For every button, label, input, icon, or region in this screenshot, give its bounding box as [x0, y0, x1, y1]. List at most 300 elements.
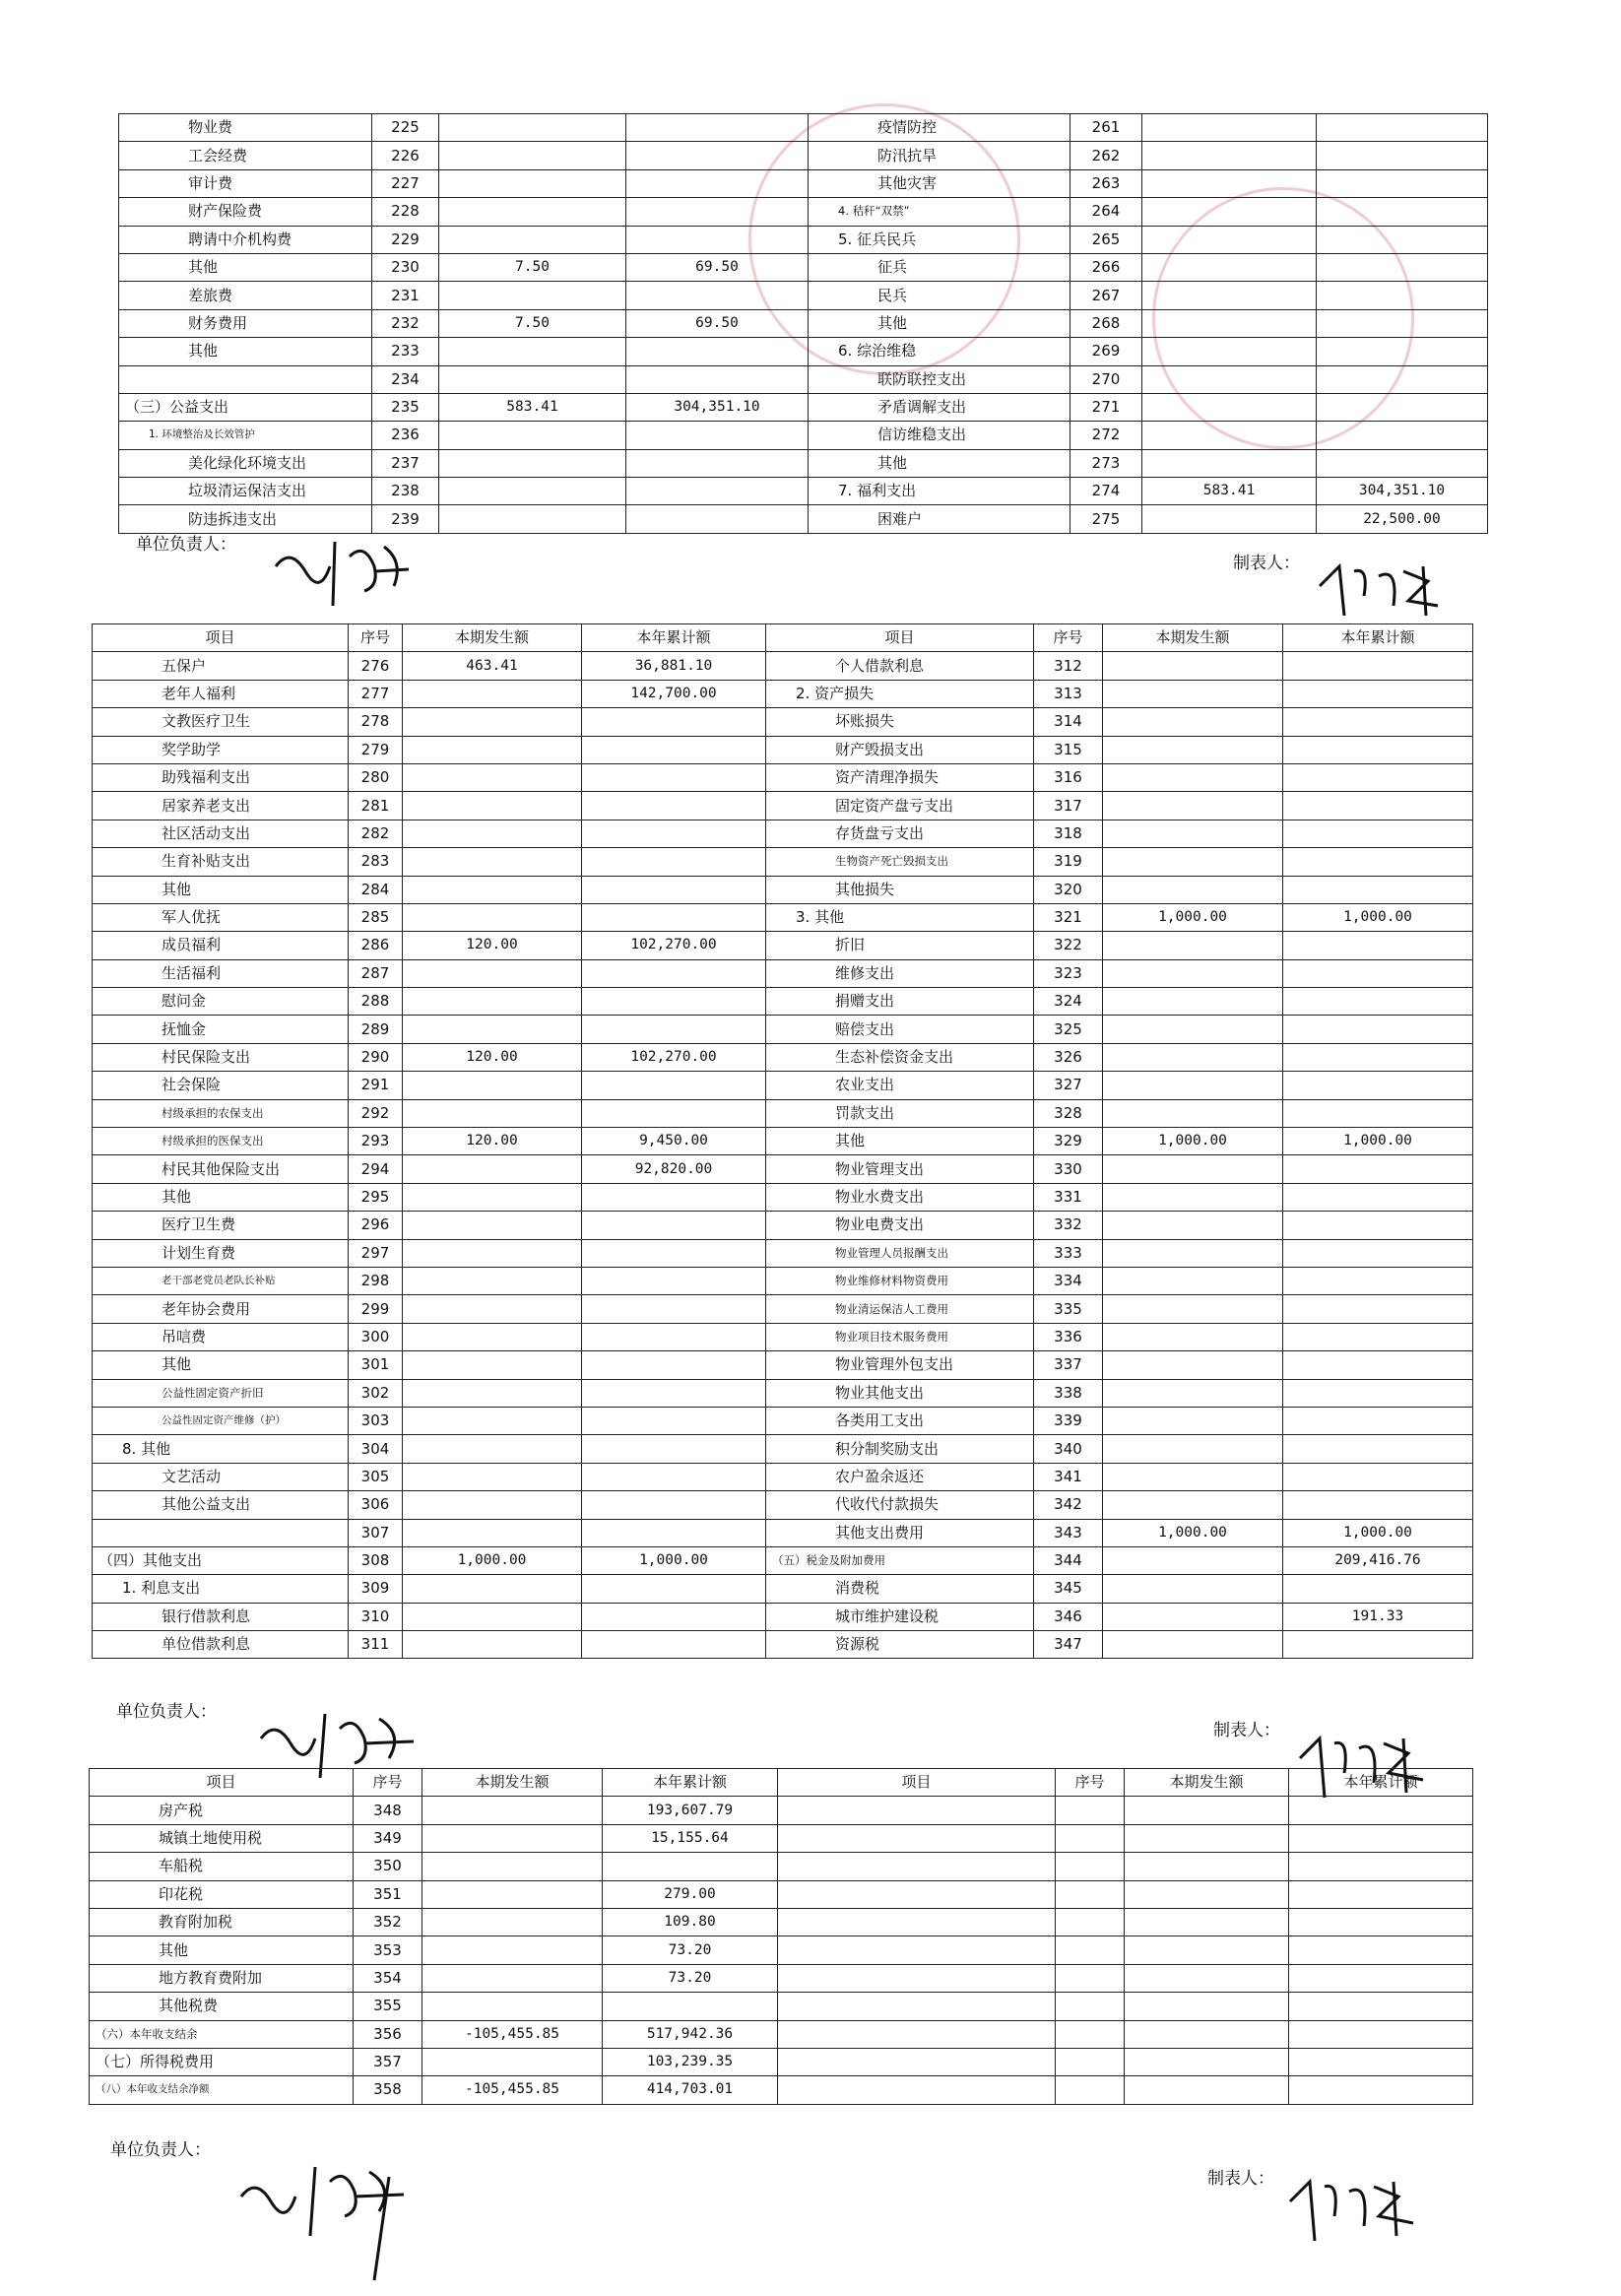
- header-row: [93, 624, 1473, 652]
- table-row: [119, 253, 1488, 281]
- table-cell: [1056, 1993, 1125, 2020]
- table-cell: 维修支出: [766, 959, 1034, 987]
- table-cell: [1283, 1072, 1473, 1099]
- table-cell: 项目: [90, 1769, 354, 1797]
- table-cell: 297: [349, 1239, 403, 1267]
- table-cell: 311: [349, 1631, 403, 1659]
- table-cell: 102,270.00: [582, 932, 766, 959]
- table-row: [90, 1880, 1473, 1908]
- table-cell: 1. 环境整治及长效管护: [119, 422, 372, 449]
- table-cell: 305: [349, 1463, 403, 1490]
- table-cell: 238: [372, 478, 439, 505]
- table-cell: 337: [1034, 1351, 1103, 1379]
- table-cell: 7.50: [439, 253, 626, 281]
- table-cell: 审计费: [119, 169, 372, 197]
- table-row: [93, 820, 1473, 847]
- table-cell: [403, 1351, 582, 1379]
- table-cell: [422, 1824, 603, 1852]
- table-row: [93, 1435, 1473, 1463]
- table-cell: 328: [1034, 1099, 1103, 1127]
- table-row: [93, 1379, 1473, 1407]
- table-cell: [626, 449, 809, 477]
- table-cell: 差旅费: [119, 282, 372, 309]
- table-cell: 存货盘亏支出: [766, 820, 1034, 847]
- table-cell: 309: [349, 1575, 403, 1603]
- table-cell: 120.00: [403, 1043, 582, 1071]
- table-cell: [1317, 226, 1488, 253]
- table-cell: [403, 1407, 582, 1434]
- table-cell: [403, 708, 582, 736]
- table-cell: 103,239.35: [603, 2048, 778, 2075]
- table-row: [119, 338, 1488, 365]
- table-cell: 73.20: [603, 1964, 778, 1992]
- table-cell: [1056, 1824, 1125, 1852]
- table-row: [93, 1575, 1473, 1603]
- table-cell: 324: [1034, 988, 1103, 1016]
- table-cell: 102,270.00: [582, 1043, 766, 1071]
- table-cell: 个人借款利息: [766, 652, 1034, 680]
- table-row: [93, 1099, 1473, 1127]
- table-cell: 序号: [1034, 624, 1103, 652]
- table-cell: [778, 1964, 1056, 1992]
- table-cell: 233: [372, 338, 439, 365]
- table-cell: [1142, 282, 1317, 309]
- table-cell: [1142, 449, 1317, 477]
- table-cell: [1283, 792, 1473, 820]
- table-cell: [1103, 680, 1283, 707]
- table-cell: [582, 763, 766, 791]
- table-cell: [403, 903, 582, 931]
- table-cell: 227: [372, 169, 439, 197]
- table-cell: [119, 365, 372, 393]
- table-cell: [1317, 449, 1488, 477]
- table-row: [90, 1936, 1473, 1964]
- table-cell: [1283, 1379, 1473, 1407]
- table-cell: 抚恤金: [93, 1016, 349, 1043]
- table-cell: 本年累计额: [1289, 1769, 1473, 1797]
- table-cell: [1283, 1491, 1473, 1519]
- table-cell: [1283, 1575, 1473, 1603]
- table-cell: 354: [354, 1964, 422, 1992]
- table-cell: 314: [1034, 708, 1103, 736]
- table-cell: [1103, 820, 1283, 847]
- table-cell: 4. 秸秆“双禁”: [809, 198, 1070, 226]
- table-cell: 物业维修材料物资费用: [766, 1267, 1034, 1294]
- table-cell: 15,155.64: [603, 1824, 778, 1852]
- expense-table-1: [118, 113, 1488, 534]
- table-body: [119, 114, 1488, 534]
- table-cell: 资产清理净损失: [766, 763, 1034, 791]
- table-cell: 235: [372, 393, 439, 421]
- table-cell: [1103, 1463, 1283, 1490]
- table-cell: [422, 1797, 603, 1824]
- table-cell: [1103, 1183, 1283, 1211]
- table-cell: 农户盈余返还: [766, 1463, 1034, 1490]
- table-cell: 335: [1034, 1295, 1103, 1323]
- table-cell: 263: [1070, 169, 1142, 197]
- table-cell: [1289, 1908, 1473, 1935]
- table-cell: [1142, 365, 1317, 393]
- table-cell: 本期发生额: [1125, 1769, 1289, 1797]
- table-cell: 270: [1070, 365, 1142, 393]
- table-row: [93, 932, 1473, 959]
- table-cell: [1317, 169, 1488, 197]
- table-cell: 本期发生额: [403, 624, 582, 652]
- table-cell: [1103, 708, 1283, 736]
- table-cell: [582, 1631, 766, 1659]
- table-cell: 8. 其他: [93, 1435, 349, 1463]
- table-cell: 281: [349, 792, 403, 820]
- table-cell: 单位借款利息: [93, 1631, 349, 1659]
- table-cell: 社会保险: [93, 1072, 349, 1099]
- table-row: [119, 169, 1488, 197]
- table-cell: [439, 282, 626, 309]
- table-cell: 生育补贴支出: [93, 848, 349, 876]
- table-cell: [1103, 1267, 1283, 1294]
- table-cell: 地方教育费附加: [90, 1964, 354, 1992]
- table-cell: [1103, 1043, 1283, 1071]
- table-cell: 其他: [93, 1183, 349, 1211]
- table-cell: [403, 736, 582, 763]
- table-cell: 其他: [119, 253, 372, 281]
- table-cell: [1056, 1853, 1125, 1880]
- table-cell: [403, 680, 582, 707]
- table-cell: 文教医疗卫生: [93, 708, 349, 736]
- table-cell: [1103, 1323, 1283, 1350]
- table-cell: [1103, 1155, 1283, 1183]
- table-cell: 银行借款利息: [93, 1603, 349, 1630]
- table-cell: [1289, 1964, 1473, 1992]
- table-cell: [1317, 253, 1488, 281]
- table-cell: 财务费用: [119, 309, 372, 337]
- table-cell: [439, 449, 626, 477]
- table-cell: [1142, 198, 1317, 226]
- table-cell: 279.00: [603, 1880, 778, 1908]
- table-cell: [439, 422, 626, 449]
- table-row: [93, 1016, 1473, 1043]
- table-cell: 9,450.00: [582, 1128, 766, 1155]
- table-cell: 304,351.10: [1317, 478, 1488, 505]
- table-cell: [582, 1323, 766, 1350]
- table-cell: 290: [349, 1043, 403, 1071]
- table-cell: 财产毁损支出: [766, 736, 1034, 763]
- table-row: [93, 1295, 1473, 1323]
- table-cell: 236: [372, 422, 439, 449]
- table-cell: 资源税: [766, 1631, 1034, 1659]
- table-cell: -105,455.85: [422, 2020, 603, 2048]
- table-cell: [626, 478, 809, 505]
- table-cell: 347: [1034, 1631, 1103, 1659]
- table-row: [119, 282, 1488, 309]
- table-cell: [582, 820, 766, 847]
- table-cell: [403, 1295, 582, 1323]
- table-cell: 338: [1034, 1379, 1103, 1407]
- unit-head-label: 单位负责人：: [136, 535, 236, 555]
- table-cell: 273: [1070, 449, 1142, 477]
- table-row: [93, 1239, 1473, 1267]
- table-cell: 348: [354, 1797, 422, 1824]
- table-cell: 323: [1034, 959, 1103, 987]
- table-cell: （八）本年收支结余净额: [90, 2076, 354, 2104]
- unit-head-label: 单位负责人：: [110, 2140, 211, 2160]
- table-cell: [403, 1519, 582, 1546]
- table-cell: [582, 903, 766, 931]
- table-row: [119, 309, 1488, 337]
- table-cell: [1283, 1267, 1473, 1294]
- table-cell: 73.20: [603, 1936, 778, 1964]
- table-cell: 306: [349, 1491, 403, 1519]
- table-cell: 本期发生额: [1103, 624, 1283, 652]
- table-cell: 项目: [778, 1769, 1056, 1797]
- table-cell: [422, 1880, 603, 1908]
- table-cell: [626, 142, 809, 169]
- table-cell: [1317, 309, 1488, 337]
- table-cell: [1056, 1880, 1125, 1908]
- table-row: [93, 1631, 1473, 1659]
- table-row: [119, 142, 1488, 169]
- table-cell: [1142, 226, 1317, 253]
- table-cell: 339: [1034, 1407, 1103, 1434]
- table-cell: 344: [1034, 1546, 1103, 1574]
- table-cell: 文艺活动: [93, 1463, 349, 1490]
- table-row: [93, 763, 1473, 791]
- table-cell: [1103, 1239, 1283, 1267]
- table-cell: [403, 1435, 582, 1463]
- table-cell: （七）所得税费用: [90, 2048, 354, 2075]
- table-cell: 296: [349, 1212, 403, 1239]
- table-cell: [1283, 1351, 1473, 1379]
- table-row: [93, 1267, 1473, 1294]
- table-cell: [1056, 2076, 1125, 2104]
- table-cell: 消费税: [766, 1575, 1034, 1603]
- table-cell: 项目: [766, 624, 1034, 652]
- table-cell: [93, 1519, 349, 1546]
- table-row: [90, 1853, 1473, 1880]
- table-cell: 225: [372, 114, 439, 142]
- table-row: [93, 1519, 1473, 1546]
- table-cell: 226: [372, 142, 439, 169]
- table-cell: 329: [1034, 1128, 1103, 1155]
- table-cell: 36,881.10: [582, 652, 766, 680]
- table-cell: 239: [372, 505, 439, 533]
- table-cell: 村级承担的医保支出: [93, 1128, 349, 1155]
- table-cell: [439, 226, 626, 253]
- table-cell: 7.50: [439, 309, 626, 337]
- table-cell: 341: [1034, 1463, 1103, 1490]
- table-cell: [1289, 1880, 1473, 1908]
- table-cell: [422, 1908, 603, 1935]
- table-row: [93, 1463, 1473, 1490]
- table-cell: 序号: [349, 624, 403, 652]
- table-cell: [1103, 1407, 1283, 1434]
- table-row: [119, 478, 1488, 505]
- table-cell: [582, 736, 766, 763]
- table-cell: 五保户: [93, 652, 349, 680]
- table-cell: [778, 1993, 1056, 2020]
- table-cell: [582, 959, 766, 987]
- table-cell: [1142, 114, 1317, 142]
- table-cell: 城市维护建设税: [766, 1603, 1034, 1630]
- table-cell: [626, 422, 809, 449]
- table-cell: 序号: [354, 1769, 422, 1797]
- table-cell: [1103, 1491, 1283, 1519]
- table-cell: 本年累计额: [1283, 624, 1473, 652]
- table-row: [90, 2020, 1473, 2048]
- table-cell: [1056, 2048, 1125, 2075]
- table-cell: 271: [1070, 393, 1142, 421]
- table-cell: [1289, 1853, 1473, 1880]
- table-cell: 社区活动支出: [93, 820, 349, 847]
- table-cell: 慰问金: [93, 988, 349, 1016]
- table-cell: [403, 1631, 582, 1659]
- table-cell: [582, 792, 766, 820]
- table-cell: [603, 1853, 778, 1880]
- table-cell: 292: [349, 1099, 403, 1127]
- table-cell: 序号: [1056, 1769, 1125, 1797]
- table-row: [119, 393, 1488, 421]
- table-cell: （三）公益支出: [119, 393, 372, 421]
- table-cell: 267: [1070, 282, 1142, 309]
- table-cell: 1,000.00: [1283, 903, 1473, 931]
- table-cell: 固定资产盘亏支出: [766, 792, 1034, 820]
- table-cell: [439, 114, 626, 142]
- table-cell: [1283, 820, 1473, 847]
- table-cell: 193,607.79: [603, 1797, 778, 1824]
- table-cell: 319: [1034, 848, 1103, 876]
- table-row: [93, 903, 1473, 931]
- table-cell: 350: [354, 1853, 422, 1880]
- table-cell: 300: [349, 1323, 403, 1350]
- table-cell: 美化绿化环境支出: [119, 449, 372, 477]
- table-cell: 防汛抗旱: [809, 142, 1070, 169]
- table-cell: 230: [372, 253, 439, 281]
- table-cell: [582, 848, 766, 876]
- table-cell: 其他损失: [766, 876, 1034, 903]
- table-cell: 居家养老支出: [93, 792, 349, 820]
- table-row: [93, 1603, 1473, 1630]
- table-cell: [1283, 1435, 1473, 1463]
- table-cell: [403, 763, 582, 791]
- table-cell: [582, 1239, 766, 1267]
- table-row: [90, 2048, 1473, 2075]
- table-row: [93, 1155, 1473, 1183]
- table-cell: [626, 505, 809, 533]
- table-cell: [582, 988, 766, 1016]
- preparer-label: 制表人：: [1207, 2169, 1274, 2189]
- table-cell: 231: [372, 282, 439, 309]
- table-cell: [1103, 1546, 1283, 1574]
- table-cell: 其他: [93, 876, 349, 903]
- table-cell: [1283, 1239, 1473, 1267]
- table-cell: [1103, 1016, 1283, 1043]
- table-cell: 266: [1070, 253, 1142, 281]
- table-cell: 284: [349, 876, 403, 903]
- table-cell: [403, 848, 582, 876]
- table-cell: [1103, 652, 1283, 680]
- table-cell: 312: [1034, 652, 1103, 680]
- table-cell: [1283, 932, 1473, 959]
- table-cell: [582, 1016, 766, 1043]
- table-cell: [778, 2048, 1056, 2075]
- table-cell: [1056, 1964, 1125, 1992]
- table-cell: 22,500.00: [1317, 505, 1488, 533]
- table-cell: [1125, 1964, 1289, 1992]
- table-cell: 医疗卫生费: [93, 1212, 349, 1239]
- table-cell: [582, 1491, 766, 1519]
- table-cell: [603, 1993, 778, 2020]
- table-row: [93, 680, 1473, 707]
- table-cell: [1103, 1351, 1283, 1379]
- table-cell: [1283, 848, 1473, 876]
- table-row: [93, 1407, 1473, 1434]
- table-cell: 414,703.01: [603, 2076, 778, 2104]
- table-cell: [439, 142, 626, 169]
- table-cell: 物业电费支出: [766, 1212, 1034, 1239]
- table-cell: [778, 1936, 1056, 1964]
- table-cell: [582, 1267, 766, 1294]
- table-cell: 294: [349, 1155, 403, 1183]
- table-cell: [1317, 114, 1488, 142]
- table-cell: [1125, 1880, 1289, 1908]
- table-cell: （六）本年收支结余: [90, 2020, 354, 2048]
- table-cell: 349: [354, 1824, 422, 1852]
- table-cell: [1142, 338, 1317, 365]
- table-cell: [778, 1880, 1056, 1908]
- table-cell: 261: [1070, 114, 1142, 142]
- table-cell: [626, 365, 809, 393]
- table-cell: 334: [1034, 1267, 1103, 1294]
- table-row: [93, 1072, 1473, 1099]
- table-cell: 本期发生额: [422, 1769, 603, 1797]
- table-cell: [582, 1212, 766, 1239]
- table-cell: [1317, 198, 1488, 226]
- table-cell: 120.00: [403, 1128, 582, 1155]
- table-cell: 罚款支出: [766, 1099, 1034, 1127]
- table-cell: 聘请中介机构费: [119, 226, 372, 253]
- table-cell: 327: [1034, 1072, 1103, 1099]
- table-cell: [582, 1407, 766, 1434]
- table-row: [119, 422, 1488, 449]
- table-cell: 269: [1070, 338, 1142, 365]
- table-cell: 264: [1070, 198, 1142, 226]
- table-cell: 2. 资产损失: [766, 680, 1034, 707]
- table-cell: 其他税费: [90, 1993, 354, 2020]
- table-cell: [1289, 1824, 1473, 1852]
- table-cell: [422, 1936, 603, 1964]
- table-cell: 村民保险支出: [93, 1043, 349, 1071]
- table-cell: 286: [349, 932, 403, 959]
- table-cell: 325: [1034, 1016, 1103, 1043]
- table-cell: 物业其他支出: [766, 1379, 1034, 1407]
- table-cell: 283: [349, 848, 403, 876]
- table-cell: [403, 1099, 582, 1127]
- table-cell: [582, 1435, 766, 1463]
- table-cell: 330: [1034, 1155, 1103, 1183]
- table-body: [93, 624, 1473, 1659]
- table-cell: [778, 1908, 1056, 1935]
- table-cell: 298: [349, 1267, 403, 1294]
- table-cell: [1283, 1323, 1473, 1350]
- table-row: [93, 1323, 1473, 1350]
- table-cell: [1283, 1463, 1473, 1490]
- table-cell: [1125, 1853, 1289, 1880]
- table-cell: [403, 1072, 582, 1099]
- unit-head-signature: [256, 512, 414, 621]
- table-cell: 356: [354, 2020, 422, 2048]
- table-cell: [1283, 1043, 1473, 1071]
- table-cell: [1125, 1908, 1289, 1935]
- table-cell: [626, 114, 809, 142]
